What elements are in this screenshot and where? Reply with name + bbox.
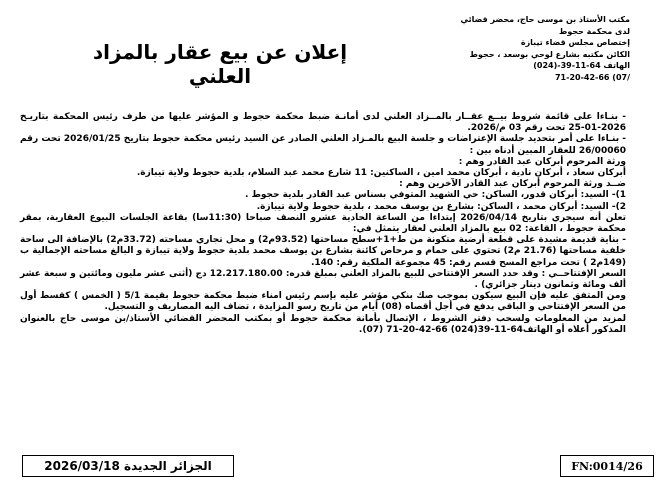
paragraph: - بناية قديمة مشيدة على قطعة أرضية متكونة من ط+1+سطح مساحتها (93.52م2) و محل تجاري مساحته (33.72م2) بالإضافة الى ساحة خلفية مساحتها (21.76 م2) تحتوي على حمام و مرحاض كائنة بشارع بن يوسف محمد بلدية حجوط ولاية تيبازة و البالغ مساحته الإجمالية ب (149م2 ) تحت مراجع المسح قسم رقم: 45 مجموعة الملكية رقم: 140. (20, 235, 626, 268)
paragraph: أبركان سعاد ، أبركان نادية ، أبركان محمد امين ، الساكنين: 11 شارع محمد عبد السلام، بلدية حجوط ولاية تيبازة. (136, 168, 626, 179)
bailiff-header (400, 14, 630, 83)
header-line: /07) 71-20-42-66 (554, 72, 630, 82)
newspaper-date-box (22, 455, 234, 477)
paragraph: السعر الإفتتاحــي : وقد حدد السعر الإفتتاحي للبيع بالمزاد العلني بمبلغ قدره: 12.217.180.00 دج (أثنى عشر مليون ومائتين و سبعة عشر ألف ومائة وثمانون دينار جزائري) . (20, 268, 626, 291)
header-line: الهاتف 64-11-39-(024) (533, 61, 630, 70)
paragraph: - بنـاءا على قائمة شروط بيــع عقــار بالمــزاد العلني لدى أمانـة ضبط محكمة حجوط و المؤشر عليها من طرف رئيس المحكمة بتاريـخ 2026-01-25 تحت رقم 03 م/2026. (20, 112, 626, 134)
paragraph: ومن المتفق عليه فإن البيع سيكون بموجب صك بنكي مؤشر عليه بإسم رئيس امناء ضبط محكمة حجوط بقيمة 5/1 ( الخمس ) كقسط أول من السعر الإفتتاحي و الباقي يدفع في أجل أقصاه (08) أيام من تاريخ رسو المزايدة ، تضاف اليه المصاريف و التسجيل. (20, 291, 626, 313)
paragraph: ضــد ورثة المرحوم أبركان عبد القادر الآخرين وهم : (399, 179, 626, 190)
paragraph: لمزيد من المعلومات ولسحب دفتر الشروط ، الإتصال بأمانة محكمة حجوط أو بمكتب المحضر القضائي الأستاذ/بن موسى حاج بالعنوان المذكور أعلاه أو الهاتف64-11-39(024) 66-42-20-71 (07). (20, 313, 626, 335)
header-line: مكتب الأستاذ بن موسى حاج، محضر قضائي (460, 15, 630, 24)
paragraph: ورثة المرحوم أبركان عبد القادر وهم : (458, 156, 626, 167)
header-line: إختصاص مجلس قضاء تيبازة (520, 38, 630, 47)
newspaper-date: الجزائر الجديدة 2026/03/18 (44, 459, 212, 473)
paragraph: تعلن أنه سيجري بتاريخ 2026/04/14 إبتداءا من الساعة الحادية عشرو النصف صباحا (11:30سا) بقاعة الجلسات البيوع العقارية، بمقر محكمة حجوط ، القاعة: 02 بيع بالمزاد العلني لعقار يتمثل في: (20, 212, 626, 235)
announcement-body (20, 112, 626, 336)
announcement-page (8, 6, 652, 478)
paragraph: 1)- السيد: أبركان قدور، الساكن: حي الشهيد المتوفي بسناس عبد القادر بلدية حجوط . (245, 190, 626, 201)
page-title: إعلان عن بيع عقار بالمزاد العلني (92, 40, 348, 88)
reference-box (560, 455, 654, 477)
paragraph: 2)- السيد: أبركان محمد ، الساكن: بشارع بن يوسف محمد ، بلدية حجوط ولاية تيبازة. (256, 201, 626, 212)
header-line: لدى محكمة حجوط (559, 26, 630, 36)
header-line: الكائن مكتبه بشارع لوحي بوسعد ، حجوط (469, 49, 630, 59)
paragraph: - بنـاءا على أمر بتحديد جلسة الإعتراضات و جلسة البيع بالمـزاد العلني الصادر عن السيد رئيس محكمة حجوط بتاريخ 2026/01/25 تحت رقم 26/00060 للعقار المبين أدناه بين : (20, 134, 627, 156)
reference-number: FN:0014/26 (571, 459, 643, 473)
